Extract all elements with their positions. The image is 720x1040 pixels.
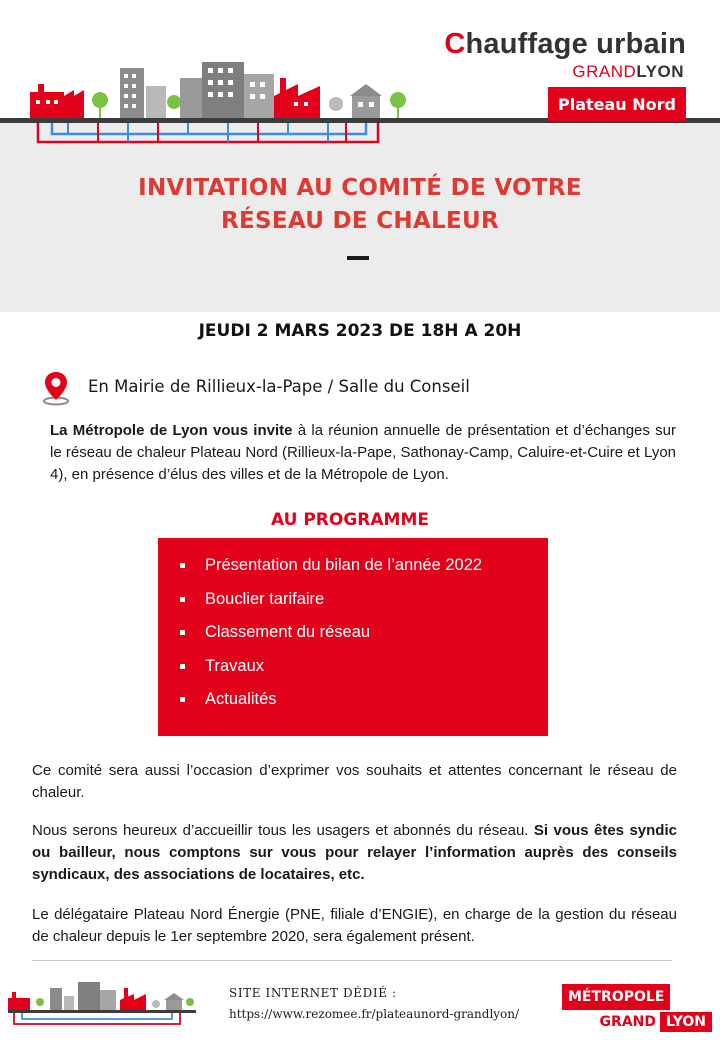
program-item: Travaux xyxy=(158,651,548,685)
building-icon xyxy=(180,62,274,118)
event-date: JEUDI 2 MARS 2023 DE 18H A 20H xyxy=(198,321,522,341)
bullet-icon xyxy=(180,597,185,602)
title-line-1: INVITATION AU COMITÉ DE VOTRE xyxy=(138,175,582,201)
cold-pipe xyxy=(52,123,366,134)
title-line-2: RÉSEAU DE CHALEUR xyxy=(220,208,500,234)
factory-icon xyxy=(30,84,84,118)
program-title: AU PROGRAMME xyxy=(270,510,429,530)
district-heating-city-illustration xyxy=(28,56,420,152)
paragraph-delegate: Le délégataire Plateau Nord Énergie (PNE, filiale d’ENGIE), en charge de la gestion du réseau de chaleur depuis le 1er septembre 2020, sera également présent. xyxy=(32,906,677,945)
program-item: Classement du réseau xyxy=(158,617,548,651)
paragraph-welcome-bold: Si vous êtes syndic ou bailleur, nous comptons sur vous pour relayer l’information auprès des conseils syndicaux, des associations de locataires, etc. xyxy=(32,822,677,883)
footer-city-illustration xyxy=(8,978,196,1028)
bullet-icon xyxy=(180,630,185,635)
program-item: Actualités xyxy=(158,684,548,718)
network-badge: Plateau Nord xyxy=(548,87,686,121)
program-list xyxy=(158,550,548,718)
tree-icon xyxy=(92,92,108,108)
title-dash xyxy=(347,256,369,260)
header xyxy=(0,0,720,312)
site-label: SITE INTERNET DÉDIÉ : xyxy=(229,986,397,1000)
metro-logo-line-1: MÉTROPOLE xyxy=(562,984,670,1010)
building-icon xyxy=(120,68,144,118)
map-pin-icon xyxy=(40,370,72,406)
intro-lead: La Métropole de Lyon vous invite xyxy=(50,422,293,439)
paragraph-welcome: Nous serons heureux d’accueillir tous les usagers et abonnés du réseau. Si vous êtes syndic ou bailleur, nous comptons sur vous pour relayer l’information auprès des conseils syndicaux, des associations de locataires, etc. xyxy=(32,822,677,883)
footer-divider xyxy=(32,960,672,961)
page-title xyxy=(40,172,680,238)
event-venue: En Mairie de Rillieux-la-Pape / Salle du Conseil xyxy=(88,377,470,396)
program-item: Bouclier tarifaire xyxy=(158,584,548,618)
program-box xyxy=(158,538,548,736)
bullet-icon xyxy=(180,664,185,669)
brand-name: Chauffage urbain xyxy=(444,28,686,60)
house-icon xyxy=(350,84,382,118)
bullet-icon xyxy=(180,697,185,702)
bullet-icon xyxy=(180,563,185,568)
factory-icon xyxy=(274,78,320,118)
chauffage-urbain-logo xyxy=(428,28,688,84)
metro-logo-line-2: GRAND LYON xyxy=(596,1010,716,1034)
program-item: Présentation du bilan de l’année 2022 xyxy=(158,550,548,584)
brand-city: GRANDLYON xyxy=(572,62,684,81)
intro-text: à la réunion annuelle de présentation et d’échanges sur le réseau de chaleur Plateau Nord (Rillieux-la-Pape, Sathonay-Camp, Caluire-et-Cuire et Lyon 4), en présence d’élus des villes et de la Métropole de Lyon. xyxy=(50,422,676,483)
site-url-link[interactable]: https://www.rezomee.fr/plateaunord-grandlyon/ xyxy=(229,1007,520,1021)
metropole-grand-lyon-logo xyxy=(562,984,716,1036)
intro-paragraph xyxy=(50,420,676,486)
paragraph-wishes: Ce comité sera aussi l’occasion d’exprimer vos souhaits et attentes concernant le réseau de chaleur. xyxy=(32,762,677,801)
